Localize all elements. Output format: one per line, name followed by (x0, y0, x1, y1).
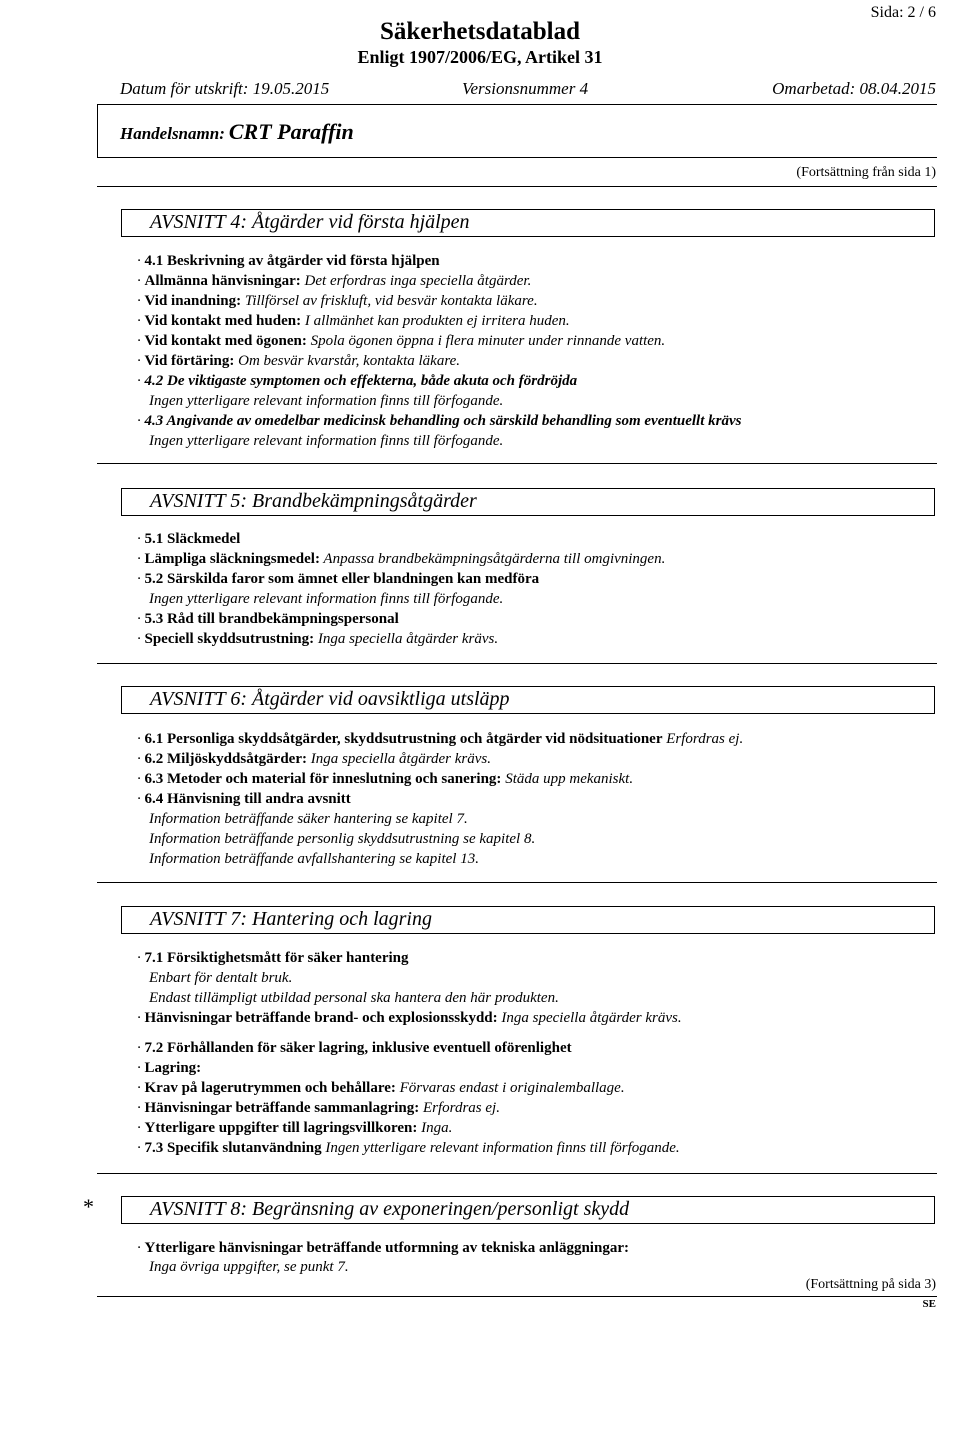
s5-line: · 5.2 Särskilda faror som ämnet eller blandningen kan medföra (137, 571, 540, 587)
s6-line: · 6.3 Metoder och material för inneslutning och sanering: Städa upp mekaniskt. (137, 771, 634, 787)
s4-line: · Vid kontakt med ögonen: Spola ögonen öppna i flera minuter under rinnande vatten. (137, 333, 666, 349)
trade-name-label: Handelsnamn: (120, 124, 225, 143)
s4-line: · 4.3 Angivande av omedelbar medicinsk behandling och särskild behandling som eventuellt krävs (137, 413, 742, 429)
s7-line: · 7.1 Försiktighetsmått för säker hantering (137, 950, 409, 966)
s7-line: · Lagring: (137, 1060, 202, 1076)
document-title: Säkerhetsdatablad (379, 18, 581, 45)
s6-line: Information beträffande avfallshantering se kapitel 13. (149, 851, 479, 867)
s5-line: · 5.3 Råd till brandbekämpningspersonal (137, 611, 399, 627)
continued-from: (Fortsättning från sida 1) (796, 165, 936, 180)
s6-line: · 6.4 Hänvisning till andra avsnitt (137, 791, 351, 807)
section-7-header (121, 906, 935, 934)
s5-line: · Speciell skyddsutrustning: Inga speciella åtgärder krävs. (137, 631, 499, 647)
language-code: SE (922, 1298, 936, 1310)
s8-line: Inga övriga uppgifter, se punkt 7. (149, 1259, 349, 1275)
section-8-header (121, 1196, 935, 1224)
continued-on: (Fortsättning på sida 3) (805, 1277, 936, 1292)
section-6-header (121, 686, 935, 714)
version-number: Versionsnummer 4 (462, 79, 589, 98)
s6-line: Information beträffande personlig skyddsutrustning se kapitel 8. (149, 831, 536, 847)
s7-line: · Hänvisningar beträffande brand- och explosionsskydd: Inga speciella åtgärder krävs. (137, 1010, 682, 1026)
page-number: Sida: 2 / 6 (870, 4, 936, 21)
document-subtitle: Enligt 1907/2006/EG, Artikel 31 (357, 47, 603, 67)
change-marker: * (83, 1194, 94, 1219)
s6-line: Information beträffande säker hantering se kapitel 7. (149, 811, 468, 827)
header-divider (97, 104, 937, 105)
section-7-title: AVSNITT 7: Hantering och lagring (150, 908, 432, 930)
section-7 (97, 883, 937, 1174)
section-5 (97, 464, 937, 664)
revised-date: Omarbetad: 08.04.2015 (772, 79, 936, 98)
section-8-title: AVSNITT 8: Begränsning av exponeringen/personligt skydd (150, 1198, 630, 1220)
section-4 (97, 186, 937, 464)
s4-line: · 4.1 Beskrivning av åtgärder vid första hjälpen (137, 253, 440, 269)
s4-line: · Vid kontakt med huden: I allmänhet kan produkten ej irritera huden. (137, 313, 570, 329)
s5-line: · 5.1 Släckmedel (137, 531, 241, 547)
s7-line: Enbart för dentalt bruk. (149, 970, 293, 986)
s7-line: · 7.3 Specifik slutanvändning Ingen ytterligare relevant information finns till förfogande. (137, 1140, 680, 1156)
section-5-title: AVSNITT 5: Brandbekämpningsåtgärder (150, 490, 477, 512)
trade-name-value: CRT Paraffin (228, 119, 354, 144)
trade-name-box-left (97, 104, 98, 158)
section-6 (97, 664, 937, 883)
print-date: Datum för utskrift: 19.05.2015 (120, 79, 330, 98)
s7-line: Endast tillämpligt utbildad personal ska hantera den här produkten. (149, 990, 559, 1006)
section-4-header (121, 209, 935, 237)
s4-line: · Allmänna hänvisningar: Det erfordras inga speciella åtgärder. (137, 273, 532, 289)
s5-line: Ingen ytterligare relevant information finns till förfogande. (149, 591, 504, 607)
s4-line: Ingen ytterligare relevant information finns till förfogande. (149, 393, 504, 409)
s6-line: · 6.2 Miljöskyddsåtgärder: Inga speciella åtgärder krävs. (137, 751, 491, 767)
trade-name (120, 119, 354, 145)
trade-name-divider (97, 157, 937, 158)
s6-line: · 6.1 Personliga skyddsåtgärder, skyddsutrustning och åtgärder vid nödsituationer Erfordras ej. (137, 731, 744, 747)
section-6-title: AVSNITT 6: Åtgärder vid oavsiktliga utsläpp (150, 688, 510, 710)
s4-line: Ingen ytterligare relevant information finns till förfogande. (149, 433, 504, 449)
s7-line: · Krav på lagerutrymmen och behållare: Förvaras endast i originalemballage. (137, 1080, 625, 1096)
s7-line: · Ytterligare uppgifter till lagringsvillkoren: Inga. (137, 1120, 453, 1136)
footer-divider (97, 1296, 937, 1297)
s7-line: · Hänvisningar beträffande sammanlagring: Erfordras ej. (137, 1100, 500, 1116)
section-4-title: AVSNITT 4: Åtgärder vid första hjälpen (150, 211, 470, 233)
s4-line: · Vid inandning: Tillförsel av friskluft, vid besvär kontakta läkare. (137, 293, 538, 309)
s7-line: · 7.2 Förhållanden för säker lagring, inklusive eventuell oförenlighet (137, 1040, 572, 1056)
s4-line: · 4.2 De viktigaste symptomen och effekterna, både akuta och fördröjda (137, 373, 578, 389)
section-5-header (121, 488, 935, 516)
s4-line: · Vid förtäring: Om besvär kvarstår, kontakta läkare. (137, 353, 461, 369)
s8-line: · Ytterligare hänvisningar beträffande utformning av tekniska anläggningar: (137, 1240, 629, 1256)
s5-line: · Lämpliga släckningsmedel: Anpassa brandbekämpningsåtgärderna till omgivningen. (137, 551, 666, 567)
